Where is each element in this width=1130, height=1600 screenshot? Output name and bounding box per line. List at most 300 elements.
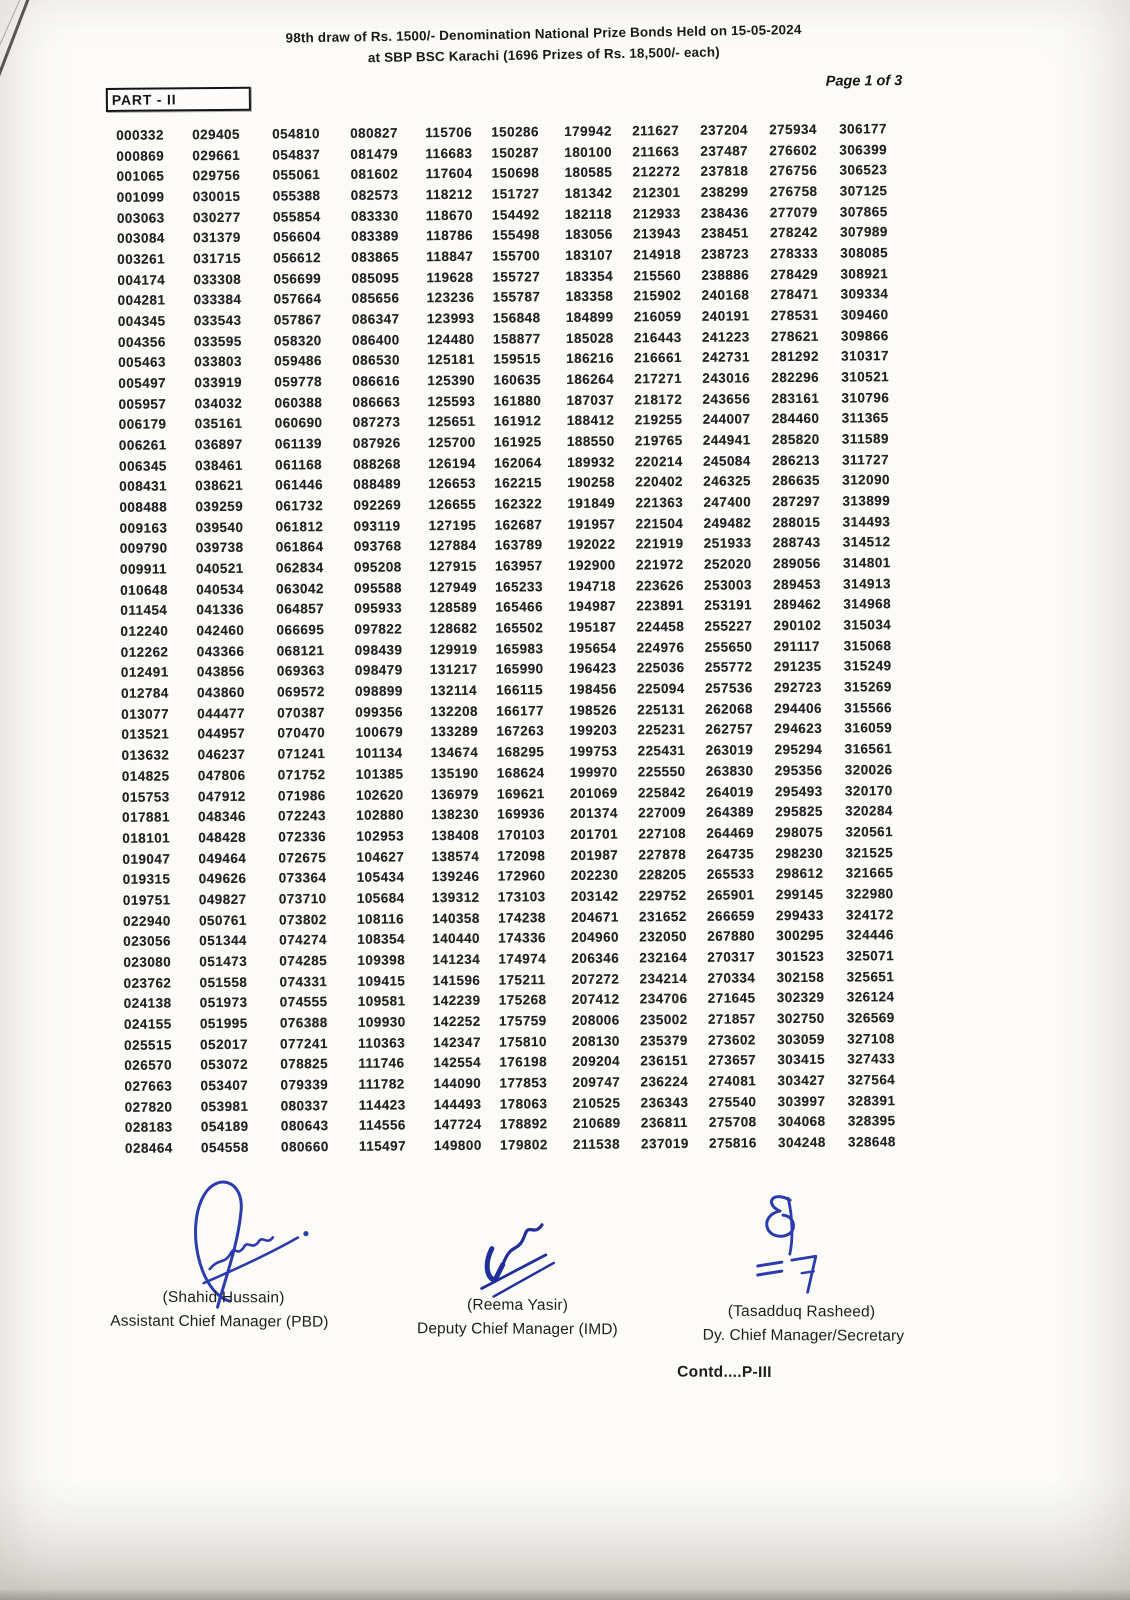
bond-number: 180585 xyxy=(564,164,613,181)
bond-number: 238723 xyxy=(701,246,750,262)
bond-number: 206346 xyxy=(571,950,620,966)
bond-number: 237019 xyxy=(640,1135,689,1152)
bond-number: 257536 xyxy=(704,680,753,696)
bond-number: 005463 xyxy=(118,354,166,371)
bond-number: 147724 xyxy=(433,1116,482,1133)
bond-number: 166115 xyxy=(495,682,544,698)
bond-number: 225550 xyxy=(637,763,686,780)
bond-number: 267880 xyxy=(707,928,756,944)
bond-number: 028464 xyxy=(124,1140,173,1156)
bond-number: 225094 xyxy=(636,681,685,697)
bond-number: 063042 xyxy=(276,580,324,597)
bond-number: 175211 xyxy=(498,971,546,988)
bond-number: 307989 xyxy=(839,224,888,240)
bond-number: 086400 xyxy=(351,332,400,348)
bond-number: 328648 xyxy=(847,1134,896,1150)
bond-number: 300295 xyxy=(776,927,825,944)
bond-number: 275540 xyxy=(708,1093,757,1110)
bond-number: 282296 xyxy=(771,369,820,386)
bond-number: 221504 xyxy=(635,515,684,532)
bond-number: 055854 xyxy=(272,208,321,225)
bond-number: 160635 xyxy=(493,372,542,388)
bond-number: 251933 xyxy=(703,535,752,552)
bond-number: 227009 xyxy=(638,805,686,821)
bond-number: 073710 xyxy=(278,890,327,907)
bond-number: 315269 xyxy=(843,679,892,695)
bond-number: 035161 xyxy=(194,416,243,432)
bond-number: 070387 xyxy=(277,704,326,721)
bond-number: 049626 xyxy=(198,870,247,887)
bond-number: 098439 xyxy=(354,642,403,658)
bond-number: 010648 xyxy=(120,582,168,598)
bond-number: 221363 xyxy=(635,495,684,511)
bond-number: 195654 xyxy=(568,640,617,656)
bond-number: 138574 xyxy=(431,848,480,864)
bond-number: 276756 xyxy=(769,163,818,179)
bond-number: 273657 xyxy=(708,1052,757,1068)
bond-number: 173103 xyxy=(497,889,546,905)
bond-number: 155787 xyxy=(492,289,541,305)
bond-number: 009911 xyxy=(119,561,168,577)
bond-number: 186264 xyxy=(566,371,615,388)
bond-number: 060690 xyxy=(274,415,323,431)
bond-number: 295294 xyxy=(774,741,823,758)
bond-number: 080827 xyxy=(350,125,398,141)
bond-number: 116683 xyxy=(425,145,473,161)
bond-number: 211663 xyxy=(632,143,680,160)
bond-number: 211627 xyxy=(632,122,680,139)
bond-number: 308085 xyxy=(840,245,889,261)
bond-number: 306177 xyxy=(839,121,887,137)
bond-number: 238451 xyxy=(700,225,749,242)
bond-number: 142239 xyxy=(432,992,481,1009)
bond-number: 327108 xyxy=(847,1030,895,1047)
bond-number: 314968 xyxy=(843,596,892,613)
bond-number: 033543 xyxy=(193,312,242,329)
bond-number: 086347 xyxy=(351,311,400,327)
bond-number: 304068 xyxy=(777,1113,826,1130)
bond-number: 066695 xyxy=(276,622,325,638)
bond-number: 144090 xyxy=(433,1075,482,1092)
bond-number: 135190 xyxy=(430,765,479,781)
bond-number: 288743 xyxy=(772,535,821,551)
bond-number: 038461 xyxy=(195,457,243,473)
bond-number: 001065 xyxy=(116,168,165,185)
bond-number: 006261 xyxy=(118,437,167,453)
bond-number: 295356 xyxy=(774,762,823,778)
bond-number: 013077 xyxy=(121,706,170,722)
bond-number: 208006 xyxy=(571,1012,620,1028)
bond-number: 291117 xyxy=(773,638,820,654)
bond-number: 209747 xyxy=(572,1074,621,1090)
bond-number: 061139 xyxy=(274,436,322,452)
bond-number: 225036 xyxy=(636,660,685,676)
bond-number: 162215 xyxy=(494,475,543,492)
bond-number: 127915 xyxy=(428,558,477,575)
bond-number: 245084 xyxy=(702,453,751,469)
bond-number: 059778 xyxy=(274,374,323,390)
bond-number: 328391 xyxy=(847,1092,896,1109)
bond-number: 182118 xyxy=(564,206,612,222)
bond-number: 289462 xyxy=(773,597,822,613)
bond-number: 033308 xyxy=(193,271,242,287)
bond-number: 183358 xyxy=(565,288,614,305)
bond-number: 158877 xyxy=(492,330,541,347)
bond-number: 232164 xyxy=(639,949,688,966)
bond-number: 183056 xyxy=(565,226,613,243)
bond-number: 275708 xyxy=(708,1114,757,1131)
bond-number: 188550 xyxy=(566,433,615,450)
bond-number: 034032 xyxy=(194,395,243,411)
bond-number: 102953 xyxy=(356,828,405,844)
bond-number: 087926 xyxy=(352,435,401,451)
bond-number: 069572 xyxy=(276,684,325,700)
bond-number: 235002 xyxy=(639,1011,688,1028)
bond-number: 098479 xyxy=(354,662,403,679)
bond-number: 027663 xyxy=(124,1078,173,1094)
bond-number: 101385 xyxy=(355,766,404,782)
bond-number: 316059 xyxy=(844,720,893,737)
bond-number: 062834 xyxy=(275,560,324,576)
bond-number: 325071 xyxy=(846,948,895,964)
bond-number: 204671 xyxy=(570,909,619,925)
bond-number: 060388 xyxy=(274,394,323,411)
bond-number: 141234 xyxy=(432,951,481,968)
bond-number: 310317 xyxy=(841,348,889,364)
bond-number: 175759 xyxy=(498,1013,547,1029)
bond-number: 298612 xyxy=(775,865,824,882)
bond-number: 225431 xyxy=(637,743,686,759)
bond-number: 041336 xyxy=(196,602,245,618)
bond-number: 298230 xyxy=(775,845,824,861)
bond-number: 207412 xyxy=(571,991,620,1008)
bond-number: 184899 xyxy=(565,309,614,326)
bond-number: 081602 xyxy=(350,166,399,183)
bond-number: 051558 xyxy=(199,974,248,990)
bond-number: 149800 xyxy=(433,1137,482,1154)
bond-number: 325651 xyxy=(846,968,895,985)
bond-number: 072675 xyxy=(278,849,327,866)
bond-number: 309334 xyxy=(840,286,889,302)
bond-number: 324172 xyxy=(845,906,894,923)
bond-number: 194987 xyxy=(568,599,617,615)
bond-number: 302750 xyxy=(776,1010,825,1027)
bond-number: 068121 xyxy=(276,642,325,659)
signatory-name: (Reema Yasir) xyxy=(466,1296,569,1314)
bond-number: 292723 xyxy=(773,679,822,696)
bond-number: 307865 xyxy=(839,203,888,220)
bond-number: 033803 xyxy=(194,354,242,370)
bond-number: 001099 xyxy=(116,189,165,205)
bond-number: 203142 xyxy=(570,888,619,904)
bond-number: 054558 xyxy=(200,1139,249,1156)
bond-number: 150698 xyxy=(491,165,540,181)
bond-number: 033595 xyxy=(193,333,242,349)
bond-number: 240191 xyxy=(701,308,750,324)
bond-number: 212301 xyxy=(632,184,681,201)
bond-number: 012240 xyxy=(120,623,169,639)
bond-number: 236343 xyxy=(640,1094,689,1110)
bond-number: 270317 xyxy=(707,949,756,965)
bond-number: 058320 xyxy=(273,332,322,349)
bond-number: 126653 xyxy=(428,476,477,492)
bond-number: 278471 xyxy=(770,287,819,303)
bond-number: 042460 xyxy=(196,622,245,639)
bond-number: 132114 xyxy=(429,682,478,699)
bond-number: 285820 xyxy=(771,431,820,448)
bond-number: 074274 xyxy=(279,932,328,948)
bond-number: 151727 xyxy=(491,186,540,202)
bond-number: 141596 xyxy=(432,972,481,988)
bond-number: 054837 xyxy=(272,146,321,163)
bond-number: 161880 xyxy=(493,392,542,409)
bond-number: 218172 xyxy=(634,391,683,408)
bond-number: 265533 xyxy=(706,866,755,882)
bond-number: 139246 xyxy=(431,868,480,885)
bond-number: 051344 xyxy=(199,932,248,949)
bond-number: 212933 xyxy=(632,205,681,222)
bond-number: 008488 xyxy=(119,499,168,515)
bond-number: 097822 xyxy=(354,621,403,637)
bond-number: 053072 xyxy=(200,1057,249,1073)
bond-number: 003261 xyxy=(117,251,166,267)
bond-number: 194718 xyxy=(568,578,616,594)
bond-number: 155700 xyxy=(492,248,541,264)
bond-number: 262757 xyxy=(705,721,754,738)
bond-number: 114423 xyxy=(358,1096,406,1113)
bond-number: 105684 xyxy=(356,890,405,906)
bond-number: 125700 xyxy=(427,434,476,451)
bond-number: 273602 xyxy=(708,1031,756,1048)
signatory-name: (Tasadduq Rasheed) xyxy=(727,1302,876,1321)
bond-number: 176198 xyxy=(499,1054,548,1070)
bond-number: 104627 xyxy=(356,848,405,865)
bond-number: 162322 xyxy=(494,496,543,512)
bond-number: 018101 xyxy=(122,830,171,846)
bond-number: 125651 xyxy=(427,414,476,430)
bond-number: 056699 xyxy=(273,270,322,287)
bond-number: 061446 xyxy=(275,477,324,493)
bond-number: 077241 xyxy=(280,1035,328,1052)
bond-number: 177853 xyxy=(499,1075,548,1091)
bond-number: 225231 xyxy=(637,722,686,738)
bond-number: 085095 xyxy=(351,270,400,286)
bond-number: 290102 xyxy=(773,617,822,634)
bond-number: 326124 xyxy=(846,989,895,1005)
bond-number: 180100 xyxy=(564,144,613,160)
bond-number: 009790 xyxy=(119,540,168,557)
bond-number: 061168 xyxy=(274,456,323,473)
bond-number: 123993 xyxy=(426,310,475,327)
bond-number: 213943 xyxy=(633,226,681,242)
bond-number: 118670 xyxy=(425,207,473,223)
bond-number: 314493 xyxy=(842,513,891,530)
bond-number: 244007 xyxy=(702,411,751,428)
bond-number: 155498 xyxy=(492,227,540,243)
bond-number: 326569 xyxy=(846,1010,895,1026)
bond-number: 327564 xyxy=(847,1072,896,1088)
bond-number: 169936 xyxy=(497,806,545,822)
bond-number: 005497 xyxy=(118,375,167,391)
bond-number: 303427 xyxy=(777,1072,826,1089)
bond-number: 093119 xyxy=(353,518,401,534)
bond-number: 276602 xyxy=(769,142,818,158)
bond-number: 115497 xyxy=(358,1138,407,1154)
bond-number: 255772 xyxy=(704,659,753,676)
bond-number: 288015 xyxy=(772,514,821,530)
bond-number: 327433 xyxy=(847,1051,896,1067)
bond-number: 150287 xyxy=(491,144,540,161)
bond-number: 023762 xyxy=(123,974,172,991)
bond-number: 232050 xyxy=(639,929,688,945)
bond-number: 266659 xyxy=(706,907,755,924)
continued-label: Contd....P-III xyxy=(677,1363,772,1382)
bond-number: 255650 xyxy=(704,639,753,655)
bond-number: 263830 xyxy=(705,763,754,779)
bond-number: 073364 xyxy=(278,870,327,886)
bond-number: 207272 xyxy=(571,971,620,987)
bond-number: 262068 xyxy=(705,701,754,717)
scan-bottom-shadow xyxy=(0,1480,1130,1600)
bond-number: 220402 xyxy=(635,474,684,490)
bond-number: 088268 xyxy=(352,456,401,472)
bond-number: 303059 xyxy=(777,1031,825,1047)
bond-number: 274081 xyxy=(708,1073,757,1089)
bond-number: 004174 xyxy=(117,272,166,288)
bond-number: 199203 xyxy=(569,723,618,739)
bond-number: 040521 xyxy=(195,560,244,577)
bond-number: 154492 xyxy=(491,206,540,223)
bond-number: 228205 xyxy=(638,867,687,883)
bond-number: 309460 xyxy=(840,307,889,323)
bond-number: 314913 xyxy=(843,575,891,592)
bond-number: 144493 xyxy=(433,1096,482,1112)
bond-number: 298075 xyxy=(775,824,824,841)
bond-number: 029661 xyxy=(192,147,241,163)
bond-number: 201701 xyxy=(570,826,619,842)
bond-number: 284460 xyxy=(771,411,820,427)
bond-number: 080337 xyxy=(280,1097,329,1114)
part-label: PART - II xyxy=(111,91,177,108)
bond-number: 306399 xyxy=(839,141,888,158)
bond-number: 139312 xyxy=(431,889,480,906)
bond-number: 083389 xyxy=(351,228,399,245)
bond-number: 201987 xyxy=(570,847,619,863)
bond-number: 161912 xyxy=(493,413,542,430)
bond-number: 238436 xyxy=(700,205,749,221)
bond-number: 029405 xyxy=(192,126,240,143)
bond-number: 238886 xyxy=(701,267,750,283)
bond-number: 320026 xyxy=(844,761,893,778)
bond-number: 174974 xyxy=(498,951,547,967)
bond-number: 102880 xyxy=(356,807,404,823)
bond-number: 190258 xyxy=(567,474,616,491)
bond-number: 315566 xyxy=(844,699,893,716)
bond-number: 131217 xyxy=(429,662,478,678)
bond-number: 172098 xyxy=(497,847,546,864)
bond-number: 083330 xyxy=(350,208,399,224)
bond-number: 019751 xyxy=(122,892,171,908)
bond-number: 159515 xyxy=(493,351,541,368)
bond-number: 051973 xyxy=(199,994,248,1011)
bond-number: 013521 xyxy=(121,726,170,743)
bond-number: 039540 xyxy=(195,519,244,535)
bond-number: 241223 xyxy=(701,329,750,345)
bond-number: 165983 xyxy=(495,640,544,657)
bond-number: 191957 xyxy=(567,516,616,532)
bond-number: 265901 xyxy=(706,887,755,903)
bond-number: 000869 xyxy=(116,148,165,164)
bond-number: 221972 xyxy=(635,557,684,573)
bond-number: 083865 xyxy=(351,249,400,265)
bond-number: 022940 xyxy=(122,912,171,929)
bond-number: 223891 xyxy=(636,598,685,614)
bond-number: 295825 xyxy=(775,803,823,820)
bond-number: 004345 xyxy=(117,313,166,329)
bond-number: 178892 xyxy=(499,1116,548,1132)
bond-number: 198526 xyxy=(569,702,618,718)
bond-number: 247400 xyxy=(703,494,752,510)
bond-number: 150286 xyxy=(491,124,539,140)
bond-number: 070470 xyxy=(277,725,326,741)
bond-number: 128589 xyxy=(429,600,478,616)
bond-number: 142347 xyxy=(433,1034,481,1050)
bond-number: 175268 xyxy=(498,992,547,1008)
bond-number: 310521 xyxy=(841,369,890,385)
bond-number: 165466 xyxy=(495,599,544,616)
bond-number: 099356 xyxy=(355,704,404,720)
bond-number: 006179 xyxy=(118,416,167,433)
bond-number: 221919 xyxy=(635,536,684,552)
bond-number: 289056 xyxy=(772,555,821,572)
bond-number: 004281 xyxy=(117,292,166,309)
bond-number: 076388 xyxy=(279,1014,328,1031)
bond-number: 155727 xyxy=(492,268,541,285)
bond-number: 253191 xyxy=(704,597,753,614)
bond-number: 174238 xyxy=(497,909,546,926)
bond-number: 224976 xyxy=(636,639,685,656)
bond-number: 287297 xyxy=(772,493,821,510)
bond-number: 320284 xyxy=(845,803,893,819)
bond-number: 085656 xyxy=(351,290,400,307)
bond-number: 059486 xyxy=(274,353,322,369)
bond-number: 052017 xyxy=(200,1036,248,1052)
bond-number: 080660 xyxy=(280,1138,329,1155)
bond-number: 004356 xyxy=(117,334,166,350)
bond-number: 109398 xyxy=(357,952,406,968)
bond-number: 023080 xyxy=(123,954,172,970)
bond-number: 196423 xyxy=(568,661,617,677)
bond-number: 237487 xyxy=(700,143,749,159)
bond-number: 056612 xyxy=(273,250,322,266)
bond-number: 162687 xyxy=(494,516,543,533)
bond-number: 125181 xyxy=(427,352,475,368)
bond-number: 321665 xyxy=(845,865,894,881)
bond-number: 124480 xyxy=(426,331,475,347)
bond-number: 223626 xyxy=(636,577,684,594)
bond-number: 214918 xyxy=(633,246,682,263)
bond-number: 179802 xyxy=(499,1137,548,1153)
bond-number: 199970 xyxy=(569,764,618,780)
bond-number: 111746 xyxy=(358,1055,405,1072)
bond-number: 172960 xyxy=(497,868,546,884)
bond-number: 201069 xyxy=(569,785,618,801)
bond-number: 061864 xyxy=(275,539,324,555)
bond-number: 071752 xyxy=(277,766,326,783)
bond-number: 038621 xyxy=(195,478,244,494)
bond-number: 053407 xyxy=(200,1077,249,1094)
bond-number: 118847 xyxy=(426,248,474,265)
